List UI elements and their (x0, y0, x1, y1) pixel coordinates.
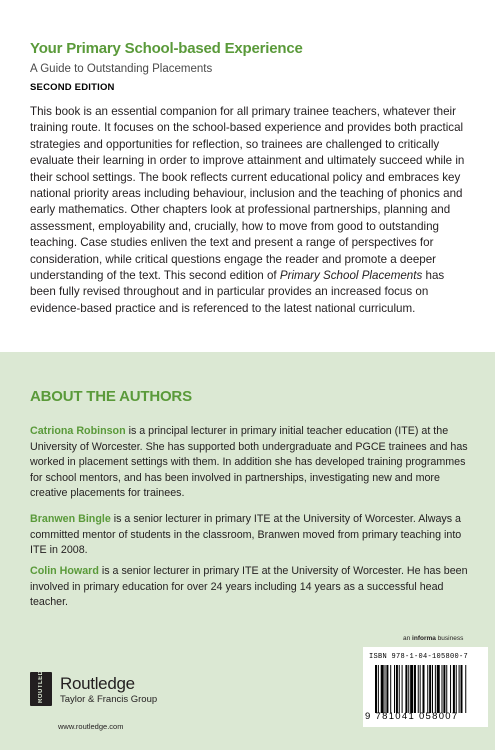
informa-business-label: an informa business (403, 635, 464, 642)
author-name: Colin Howard (30, 565, 99, 577)
isbn-label: ISBN 978-1-04-105800-7 (369, 653, 469, 661)
about-heading: ABOUT THE AUTHORS (30, 388, 192, 405)
edition-label: SECOND EDITION (30, 82, 115, 93)
author-bio: Catriona Robinson is a principal lecturer in primary initial teacher education (ITE) at the University of Worcester. She has supported both undergraduate and PGCE trainees and has worked in placement settings with them. In addition she has developed training programmes for school mentors, and has been involved in partnerships, investigating new and more creative placements for trainees. (30, 425, 468, 500)
routledge-mark-icon: ROUTLEDGE (30, 672, 52, 706)
publisher-group: Taylor & Francis Group (60, 694, 158, 705)
author-bio: Colin Howard is a senior lecturer in primary ITE at the University of Worcester. He has been involved in primary education for over 24 years including 14 years as a successful head teacher. (30, 565, 468, 609)
blurb-italic-title: Primary School Placements (279, 269, 423, 283)
publisher-name: Routledge (60, 674, 135, 693)
author-name: Branwen Bingle (30, 513, 111, 525)
about-panel (0, 352, 495, 750)
book-title: Your Primary School-based Experience (30, 40, 303, 57)
book-blurb: This book is an essential companion for all primary trainee teachers, whatever their training route. It focuses on the school-based experience and provides both practical strategies and opportunities for reflection, so trainees are challenged to critically evaluate their learning in order to improve attainment and ultimately succeed while in their school settings. The book reflects current educational policy and embraces key national priority areas including behaviour, inclusion and the teaching of phonics and early mathematics. Other chapters look at professional partnerships, planning and assessment, employability and, crucially, how to move from good to outstanding teaching. Case studies enliven the text and present a range of perspectives for consideration, while critical questions engage the reader and promote a deeper understanding of the text. This second edition of Primary School Placements has been fully revised throughout and in particular provides an increased focus on evidence-based practice and is referenced to the latest national curriculum. (30, 105, 465, 315)
publisher-url: www.routledge.com (58, 722, 124, 731)
isbn-barcode (363, 647, 488, 727)
back-cover-top (0, 0, 495, 352)
barcode-bars-icon (375, 665, 483, 713)
author-name: Catriona Robinson (30, 425, 126, 437)
book-subtitle: A Guide to Outstanding Placements (30, 63, 213, 75)
author-bio: Branwen Bingle is a senior lecturer in primary ITE at the University of Worcester. Always a committed mentor of students in the classroom, Branwen moved from primary teaching into ITE in 2008. (30, 513, 462, 557)
barcode-digits: 9 781041 058007 (365, 711, 459, 722)
routledge-logo (30, 660, 230, 712)
